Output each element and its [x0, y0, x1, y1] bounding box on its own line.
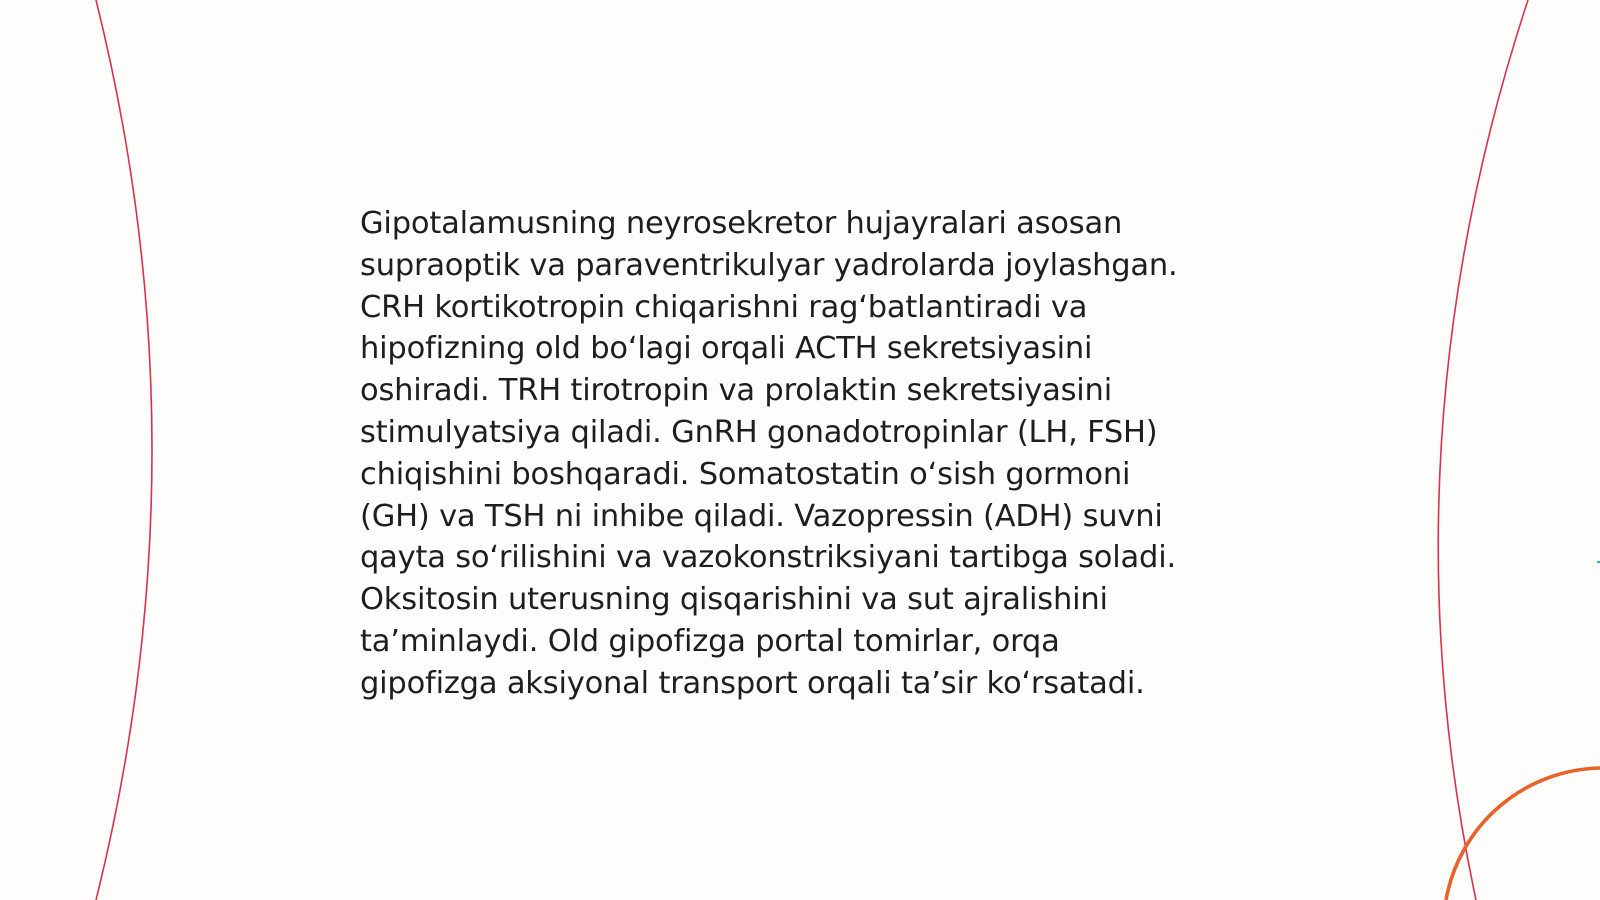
- body-line: Oksitosin uterusning qisqarishini va sut ajralishini: [360, 582, 1108, 618]
- body-line: stimulyatsiya qiladi. GnRH gonadotropinlar (LH, FSH): [360, 414, 1158, 450]
- body-line: CRH kortikotropin chiqarishni rag‘batlantiradi va: [360, 289, 1088, 325]
- body-line: gipofizga aksiyonal transport orqali ta’sir ko‘rsatadi.: [360, 665, 1145, 701]
- body-line: oshiradi. TRH tirotropin va prolaktin sekretsiyasini: [360, 373, 1112, 409]
- body-line: chiqishini boshqaradi. Somatostatin o‘sish gormoni: [360, 456, 1131, 492]
- left-curve: [96, 0, 152, 900]
- body-line: qayta so‘rilishini va vazokonstriksiyani tartibga soladi.: [360, 540, 1176, 576]
- right-curve: [1438, 0, 1528, 900]
- body-line: supraoptik va paraventrikulyar yadrolarda joylashgan.: [360, 247, 1178, 283]
- body-line: (GH) va TSH ni inhibe qiladi. Vazopressin (ADH) suvni: [360, 498, 1163, 534]
- body-line: ta’minlaydi. Old gipofizga portal tomirlar, orqa: [360, 623, 1060, 659]
- body-line: hipofizning old bo‘lagi orqali ACTH sekretsiyasini: [360, 331, 1093, 367]
- body-text: [360, 203, 1260, 705]
- orange-arc: [1446, 768, 1600, 900]
- body-line: Gipotalamusning neyrosekretor hujayralari asosan: [360, 206, 1123, 241]
